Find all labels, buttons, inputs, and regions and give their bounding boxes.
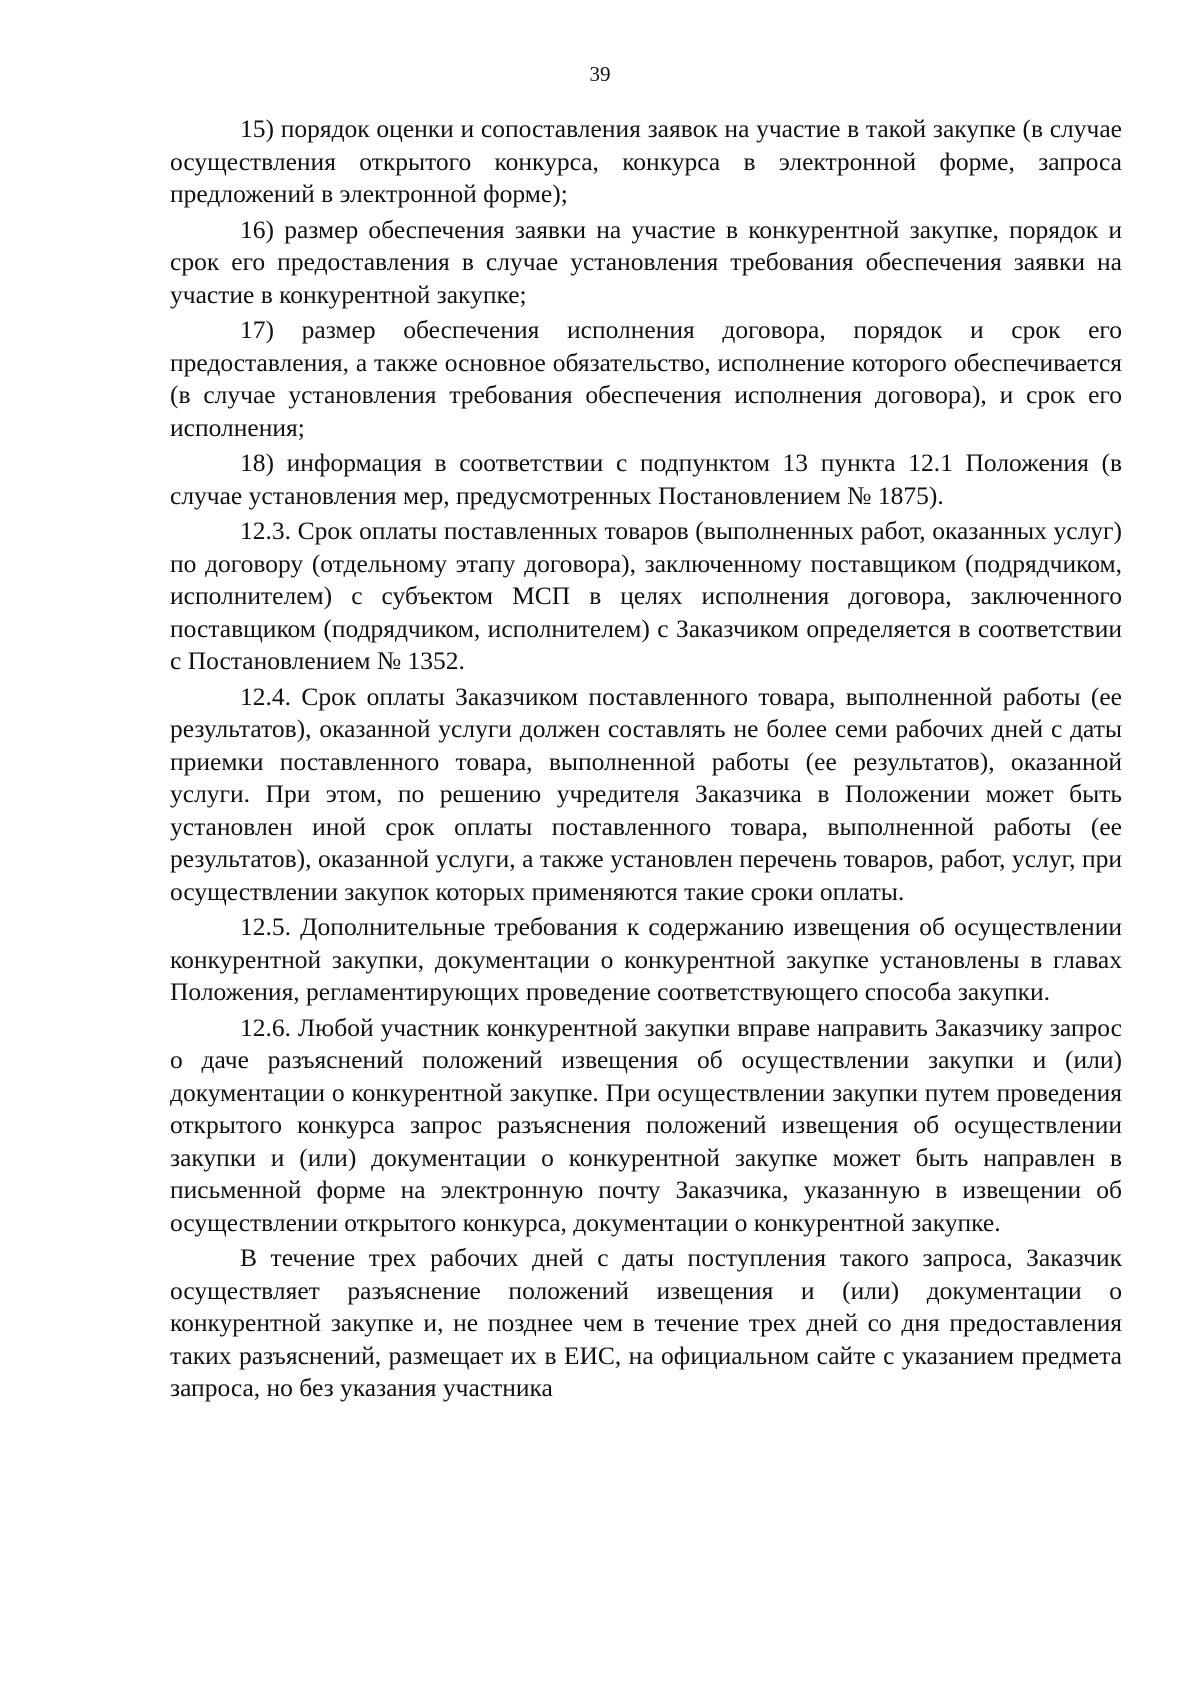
document-body <box>170 113 1122 1405</box>
paragraph-clause-12-3: 12.3. Срок оплаты поставленных товаров (выполненных работ, оказанных услуг) по договору (отдельному этапу договора), заключенному поставщиком (подрядчиком, исполнителем) с субъектом МСП в целях исполнения договора, заключенного поставщиком (подрядчиком, исполнителем) с Заказчиком определяется в соответствии с Постановлением № 1352. <box>170 516 1122 675</box>
paragraph-clause-12-5: 12.5. Дополнительные требования к содержанию извещения об осуществлении конкурентной закупки, документации о конкурентной закупке установлены в главах Положения, регламентирующих проведение соответствующего способа закупки. <box>170 912 1122 1006</box>
page-number: 39 <box>589 62 611 86</box>
paragraph-clause-12-4: 12.4. Срок оплаты Заказчиком поставленного товара, выполненной работы (ее результатов), оказанной услуги должен составлять не более семи рабочих дней с даты приемки поставленного товара, выполненной работы (ее результатов), оказанной услуги. При этом, по решению учредителя Заказчика в Положении может быть установлен иной срок оплаты поставленного товара, выполненной работы (ее результатов), оказанной услуги, а также установлен перечень товаров, работ, услуг, при осуществлении закупок которых применяются такие сроки оплаты. <box>170 681 1122 906</box>
paragraph-item-16: 16) размер обеспечения заявки на участие в конкурентной закупке, порядок и срок его предоставления в случае установления требования обеспечения заявки на участие в конкурентной закупке; <box>170 214 1122 309</box>
paragraph-clause-12-6: 12.6. Любой участник конкурентной закупки вправе направить Заказчику запрос о даче разъяснений положений извещения об осуществлении закупки и (или) документации о конкурентной закупке. При осуществлении закупки путем проведения открытого конкурса запрос разъяснения положений извещения об осуществлении закупки и (или) документации о конкурентной закупке может быть направлен в письменной форме на электронную почту Заказчика, указанную в извещении об осуществлении открытого конкурса, документации о конкурентной закупке. <box>170 1012 1122 1237</box>
paragraph-item-17: 17) размер обеспечения исполнения договора, порядок и срок его предоставления, а также основное обязательство, исполнение которого обеспечивается (в случае установления требования обеспечения исполнения договора), и срок его исполнения; <box>170 315 1122 442</box>
paragraph-item-18: 18) информация в соответствии с подпунктом 13 пункта 12.1 Положения (в случае установления мер, предусмотренных Постановлением № 1875). <box>170 448 1122 510</box>
paragraph-item-15: 15) порядок оценки и сопоставления заявок на участие в такой закупке (в случае осуществления открытого конкурса, конкурса в электронной форме, запроса предложений в электронной форме); <box>170 114 1122 208</box>
paragraph-clarification-term: В течение трех рабочих дней с даты поступления такого запроса, Заказчик осуществляет разъяснение положений извещения и (или) документации о конкурентной закупке и, не позднее чем в течение трех дней со дня предоставления таких разъяснений, размещает их в ЕИС, на официальном сайте с указанием предмета запроса, но без указания участника <box>170 1243 1122 1402</box>
